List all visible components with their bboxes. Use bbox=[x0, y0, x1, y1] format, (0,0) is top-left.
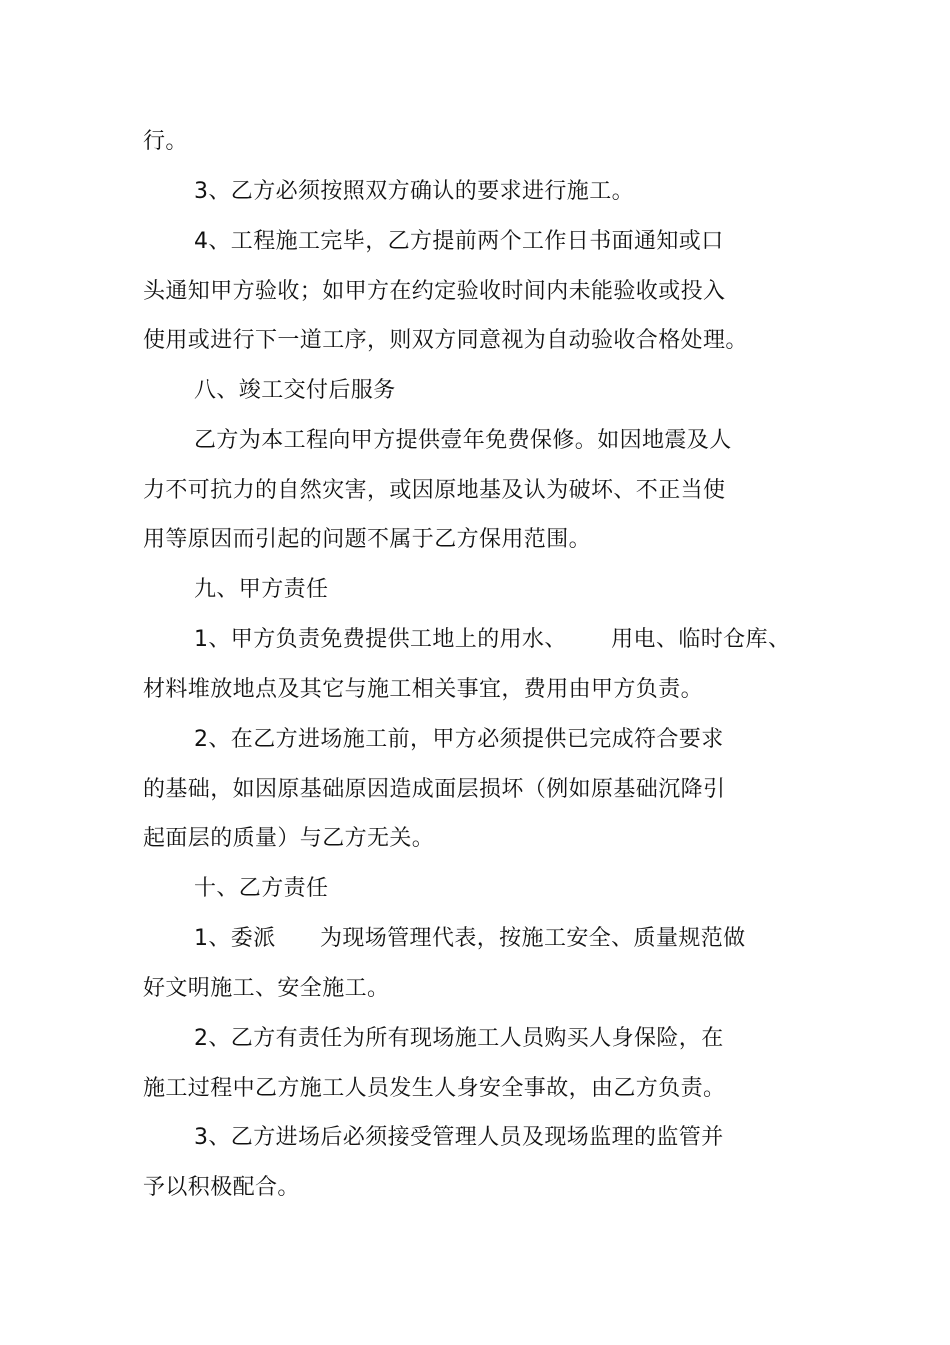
paragraph-line: 1、甲方负责免费提供工地上的用水、 用电、临时仓库、 bbox=[194, 627, 791, 652]
section-heading: 八、竣工交付后服务 bbox=[194, 378, 396, 403]
paragraph-line: 使用或进行下一道工序，则双方同意视为自动验收合格处理。 bbox=[143, 328, 748, 353]
paragraph-line: 材料堆放地点及其它与施工相关事宜，费用由甲方负责。 bbox=[143, 677, 704, 702]
paragraph-line: 3、乙方必须按照双方确认的要求进行施工。 bbox=[194, 179, 634, 204]
paragraph-line: 3、乙方进场后必须接受管理人员及现场监理的监管并 bbox=[194, 1125, 724, 1150]
paragraph-line: 施工过程中乙方施工人员发生人身安全事故，由乙方负责。 bbox=[143, 1076, 726, 1101]
paragraph-line: 2、乙方有责任为所有现场施工人员购买人身保险，在 bbox=[194, 1026, 724, 1051]
paragraph-line: 好文明施工、安全施工。 bbox=[143, 976, 390, 1001]
paragraph-line: 2、在乙方进场施工前，甲方必须提供已完成符合要求 bbox=[194, 727, 724, 752]
paragraph-line: 乙方为本工程向甲方提供壹年免费保修。如因地震及人 bbox=[194, 428, 732, 453]
paragraph-line: 行。 bbox=[143, 129, 188, 154]
paragraph-line: 4、工程施工完毕，乙方提前两个工作日书面通知或口 bbox=[194, 229, 724, 254]
section-heading: 九、甲方责任 bbox=[194, 577, 329, 602]
paragraph-line: 1、委派 为现场管理代表，按施工安全、质量规范做 bbox=[194, 926, 746, 951]
section-heading: 十、乙方责任 bbox=[194, 876, 329, 901]
paragraph-line: 的基础，如因原基础原因造成面层损坏（例如原基础沉降引 bbox=[143, 777, 726, 802]
paragraph-line: 头通知甲方验收；如甲方在约定验收时间内未能验收或投入 bbox=[143, 279, 726, 304]
paragraph-line: 用等原因而引起的问题不属于乙方保用范围。 bbox=[143, 527, 592, 552]
paragraph-line: 力不可抗力的自然灾害，或因原地基及认为破坏、不正当使 bbox=[143, 478, 726, 503]
paragraph-line: 起面层的质量）与乙方无关。 bbox=[143, 826, 435, 851]
paragraph-line: 予以积极配合。 bbox=[143, 1175, 300, 1200]
